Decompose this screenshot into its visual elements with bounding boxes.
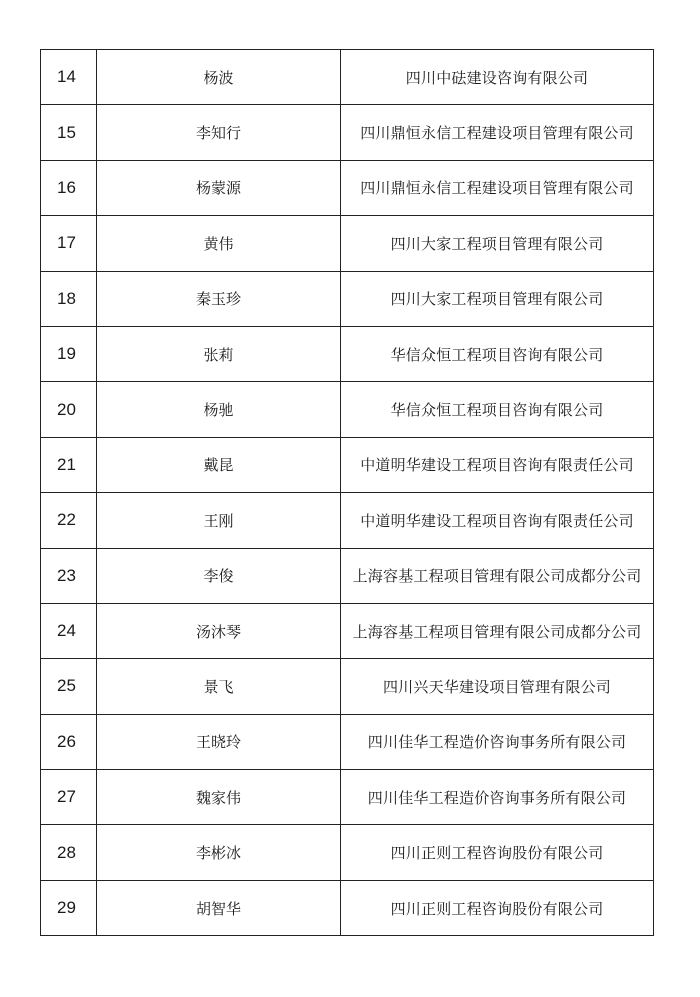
company-name: 华信众恒工程项目咨询有限公司 [341, 326, 654, 381]
row-number: 20 [41, 382, 97, 437]
table-row [41, 50, 654, 105]
person-name: 秦玉珍 [97, 271, 341, 326]
company-name: 上海容基工程项目管理有限公司成都分公司 [341, 548, 654, 603]
company-name: 华信众恒工程项目咨询有限公司 [341, 382, 654, 437]
company-name: 中道明华建设工程项目咨询有限责任公司 [341, 437, 654, 492]
person-name: 王晓玲 [97, 714, 341, 769]
table-row [41, 603, 654, 658]
row-number: 17 [41, 216, 97, 271]
company-name: 四川正则工程咨询股份有限公司 [341, 825, 654, 880]
row-number: 19 [41, 326, 97, 381]
company-name: 四川大家工程项目管理有限公司 [341, 271, 654, 326]
personnel-table [40, 49, 654, 936]
row-number: 14 [41, 50, 97, 105]
company-name: 上海容基工程项目管理有限公司成都分公司 [341, 603, 654, 658]
person-name: 张莉 [97, 326, 341, 381]
person-name: 杨波 [97, 50, 341, 105]
row-number: 16 [41, 160, 97, 215]
person-name: 王刚 [97, 493, 341, 548]
table-row [41, 160, 654, 215]
company-name: 四川大家工程项目管理有限公司 [341, 216, 654, 271]
row-number: 21 [41, 437, 97, 492]
person-name: 景飞 [97, 659, 341, 714]
company-name: 四川佳华工程造价咨询事务所有限公司 [341, 714, 654, 769]
person-name: 李知行 [97, 105, 341, 160]
person-name: 杨驰 [97, 382, 341, 437]
row-number: 28 [41, 825, 97, 880]
table-row [41, 880, 654, 935]
table-row [41, 825, 654, 880]
table-body [41, 50, 654, 936]
row-number: 27 [41, 770, 97, 825]
person-name: 胡智华 [97, 880, 341, 935]
row-number: 18 [41, 271, 97, 326]
row-number: 25 [41, 659, 97, 714]
table-row [41, 271, 654, 326]
table-row [41, 770, 654, 825]
table-row [41, 437, 654, 492]
table-row [41, 714, 654, 769]
table-row [41, 659, 654, 714]
table-row [41, 382, 654, 437]
table-row [41, 216, 654, 271]
person-name: 李俊 [97, 548, 341, 603]
company-name: 四川佳华工程造价咨询事务所有限公司 [341, 770, 654, 825]
person-name: 黄伟 [97, 216, 341, 271]
company-name: 四川正则工程咨询股份有限公司 [341, 880, 654, 935]
person-name: 戴昆 [97, 437, 341, 492]
person-name: 汤沐琴 [97, 603, 341, 658]
row-number: 26 [41, 714, 97, 769]
row-number: 22 [41, 493, 97, 548]
company-name: 四川中砝建设咨询有限公司 [341, 50, 654, 105]
table-row [41, 326, 654, 381]
company-name: 四川鼎恒永信工程建设项目管理有限公司 [341, 105, 654, 160]
company-name: 四川兴天华建设项目管理有限公司 [341, 659, 654, 714]
person-name: 杨蒙源 [97, 160, 341, 215]
table-row [41, 493, 654, 548]
person-name: 魏家伟 [97, 770, 341, 825]
row-number: 23 [41, 548, 97, 603]
row-number: 24 [41, 603, 97, 658]
table-row [41, 105, 654, 160]
person-name: 李彬冰 [97, 825, 341, 880]
row-number: 15 [41, 105, 97, 160]
company-name: 中道明华建设工程项目咨询有限责任公司 [341, 493, 654, 548]
table-row [41, 548, 654, 603]
company-name: 四川鼎恒永信工程建设项目管理有限公司 [341, 160, 654, 215]
row-number: 29 [41, 880, 97, 935]
